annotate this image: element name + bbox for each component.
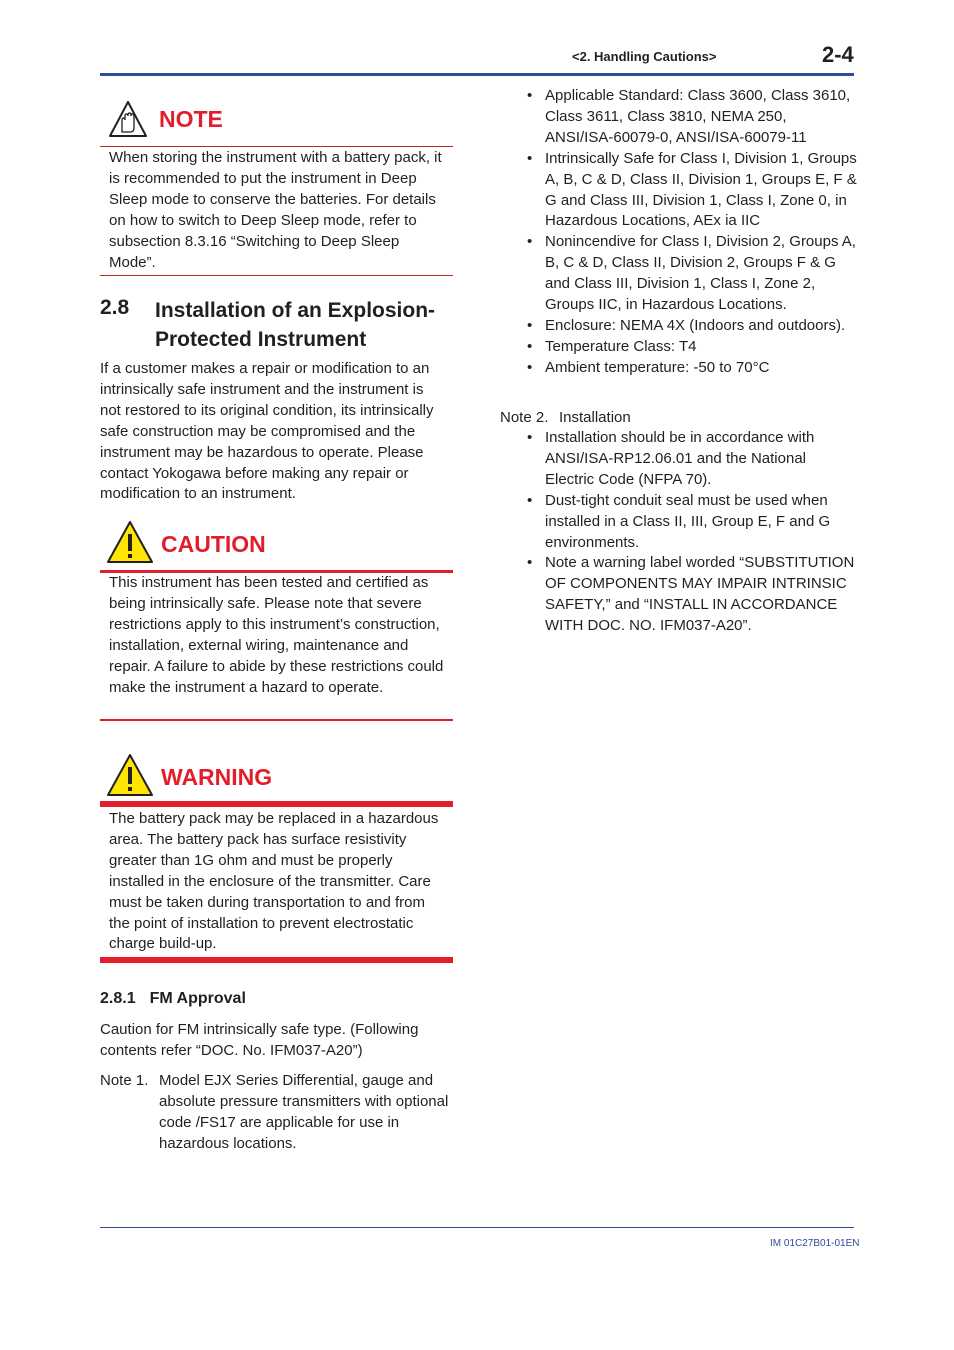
list-item: • Intrinsically Safe for Class I, Division 1, Groups A, B, C & D, Class II, Division 1, Groups E, F & G and Class III, Division 1, Class I, Zone 0, in Hazardous Locations, AEx ia IIC: [545, 149, 857, 233]
section-title: Installation of an Explosion-Protected Instrument: [155, 299, 436, 351]
section-number: 2.8: [100, 296, 130, 319]
caution-text: This instrument has been tested and certified as being intrinsically safe. Please note that severe restrictions apply to this instrument’s construction, installation, external wiring, maintenance and repair. A failure to abide by these restrictions could make the instrument a hazard to operate.: [109, 574, 444, 696]
subsection-heading: [100, 990, 246, 1008]
warning-title: WARNING: [161, 764, 273, 790]
note1-label: Note 1.: [100, 1072, 149, 1089]
list-item: • Enclosure: NEMA 4X (Indoors and outdoors).: [545, 316, 857, 337]
document-id: IM 01C27B01-01EN: [770, 1238, 860, 1249]
caution-warning-triangle-icon: [106, 520, 154, 564]
list-item: • Temperature Class: T4: [545, 337, 857, 358]
list-item: • Nonincendive for Class I, Division 2, Groups A, B, C & D, Class II, Division 2, Groups F & G and Class III, Division 1, Class I, Zone 2, Groups IIC, in Hazardous Locations.: [545, 232, 857, 316]
note-title: NOTE: [159, 106, 223, 132]
note2-bullet-list: [545, 428, 857, 637]
warning-bottom-rule: [100, 957, 453, 963]
list-item: • Dust-tight conduit seal must be used when installed in a Class II, III, Group E, F and G environments.: [545, 491, 857, 554]
list-item: • Note a warning label worded “SUBSTITUTION OF COMPONENTS MAY IMPAIR INTRINSIC SAFETY,” and “INSTALL IN ACCORDANCE WITH DOC. NO. IFM037-A20”.: [545, 553, 857, 637]
note2-label: Note 2.: [500, 409, 549, 426]
warning-triangle-icon: [106, 753, 154, 797]
note2-text: Installation: [559, 409, 631, 426]
note-top-rule: [100, 146, 453, 147]
section-body: If a customer makes a repair or modification to an intrinsically safe instrument and the instrument is not restored to its original condition, its intrinsically safe construction may be compromised and the instrument may be hazardous to operate. Please contact Yokogawa before making any repair or modification to an instrument.: [100, 360, 434, 503]
note-bottom-rule: [100, 275, 453, 276]
warning-top-rule: [100, 801, 453, 807]
note-hand-icon: [108, 100, 148, 138]
caution-bottom-rule: [100, 719, 453, 721]
list-item: • Installation should be in accordance with ANSI/ISA-RP12.06.01 and the National Electric Code (NFPA 70).: [545, 428, 857, 491]
note1-bullet-list: [545, 86, 857, 379]
subsection-title: FM Approval: [149, 990, 246, 1007]
caution-title: CAUTION: [161, 531, 266, 557]
page-number: 2-4: [822, 42, 854, 67]
list-item: • Applicable Standard: Class 3600, Class 3610, Class 3611, Class 3810, NEMA 250, ANSI/ISA-60079-0, ANSI/ISA-60079-11: [545, 86, 857, 149]
running-header-section: <2. Handling Cautions>: [572, 49, 717, 64]
warning-text: The battery pack may be replaced in a hazardous area. The battery pack has surface resistivity greater than 1G ohm and must be properly installed in the enclosure of the transmitter. Care must be taken during transportation to and from the point of installation to prevent electrostatic charge build-up.: [109, 810, 439, 953]
footer-rule: [100, 1227, 854, 1228]
list-item: • Ambient temperature: -50 to 70°C: [545, 358, 857, 379]
subsection-number: 2.8.1: [100, 990, 136, 1007]
fm-intro: Caution for FM intrinsically safe type. (Following contents refer “DOC. No. IFM037-A20”): [100, 1021, 419, 1059]
note-text: When storing the instrument with a battery pack, it is recommended to put the instrument in Deep Sleep mode to conserve the batteries. For details on how to switch to Deep Sleep mode, refer to subsection 8.3.16 “Switching to Deep Sleep Mode”.: [109, 149, 442, 271]
header-rule: [100, 73, 854, 76]
note1-text: Model EJX Series Differential, gauge and absolute pressure transmitters with optional code /FS17 are applicable for use in hazardous locations.: [159, 1072, 449, 1152]
